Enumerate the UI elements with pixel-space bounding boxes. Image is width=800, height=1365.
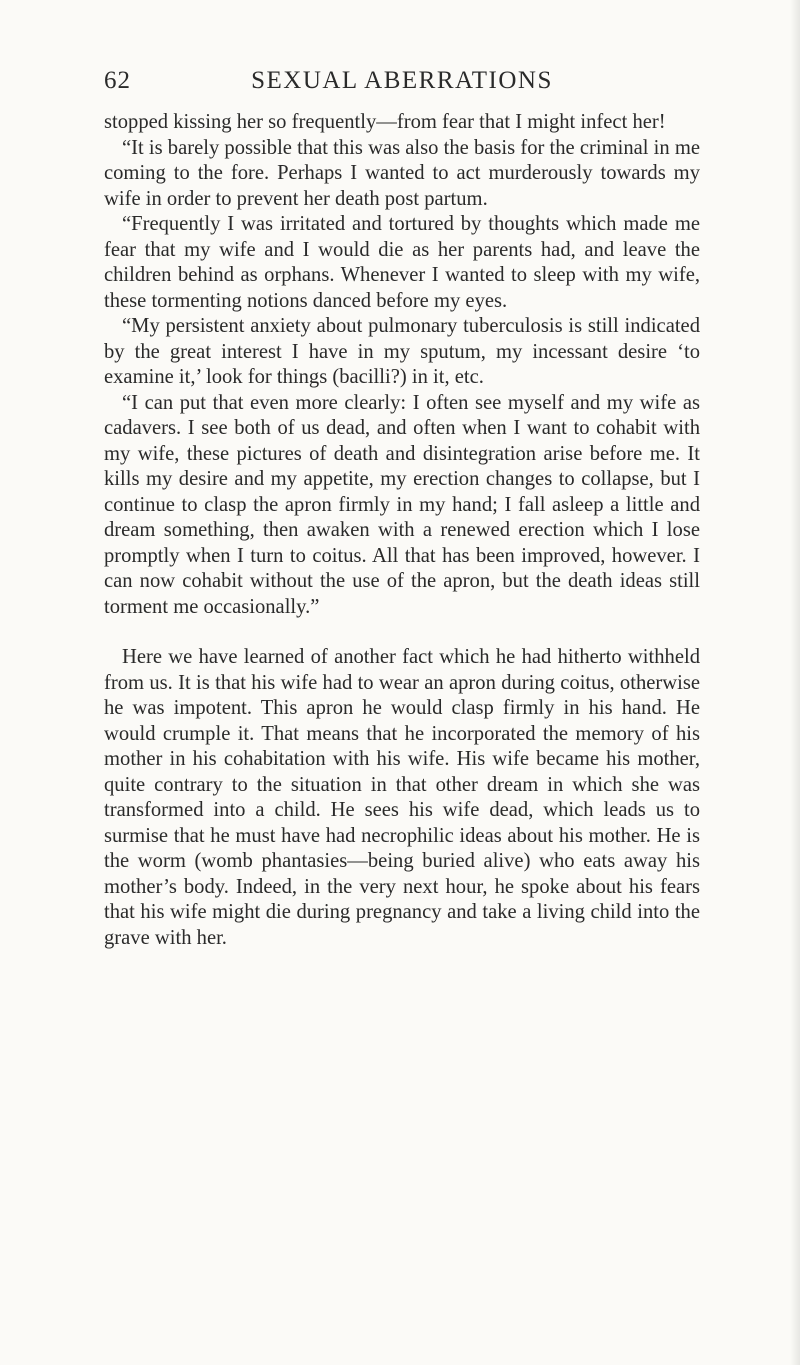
paragraph: Here we have learned of another fact which he had hitherto withheld from us. It is that his wife had to wear an apron during coitus, otherwise he was impotent. This apron he would clasp firmly in his hand. He would crumple it. That means that he incorporated the memory of his mother in his cohabitation with his wife. His wife became his mother, quite contrary to the situation in that other dream in which she was transformed into a child. He sees his wife dead, which leads us to surmise that he must have had necrophilic ideas about his mother. He is the worm (womb phantasies—being buried alive) who eats away his mother’s body. Indeed, in the very next hour, he spoke about his fears that his wife might die during pregnancy and take a living child into the grave with her.	[104, 646, 700, 949]
page-edge-shadow	[790, 0, 800, 1365]
page-header	[104, 63, 700, 99]
page-number: 62	[104, 67, 131, 94]
paragraph-continuation: stopped kissing her so frequently—from fear that I might infect her!	[104, 111, 666, 133]
paragraph: “I can put that even more clearly: I often see myself and my wife as cadavers. I see both of us dead, and often when I want to cohabit with my wife, these pictures of death and disintegration arise before me. It kills my desire and my appetite, my erection changes to collapse, but I continue to clasp the apron firmly in my hand; I fall asleep a little and dream something, then awaken with a renewed erection which I lose promptly when I turn to coitus. All that has been improved, however. I can now cohabit without the use of the apron, but the death ideas still torment me occasionally.”	[104, 391, 700, 618]
paragraph: “My persistent anxiety about pulmonary tuberculosis is still indicated by the great interest I have in my sputum, my incessant desire ‘to examine it,’ look for things (bacilli?) in it, etc.	[104, 315, 700, 388]
running-head: SEXUAL ABERRATIONS	[251, 67, 553, 94]
paragraph: “It is barely possible that this was also the basis for the criminal in me coming to the fore. Perhaps I wanted to act murderously towards my wife in order to prevent her death post partum.	[104, 136, 700, 210]
body-text	[104, 110, 700, 951]
paragraph: “Frequently I was irritated and tortured by thoughts which made me fear that my wife and I would die as her parents had, and leave the children behind as orphans. Whenever I wanted to sleep with my wife, these tormenting notions danced before my eyes.	[104, 213, 700, 312]
